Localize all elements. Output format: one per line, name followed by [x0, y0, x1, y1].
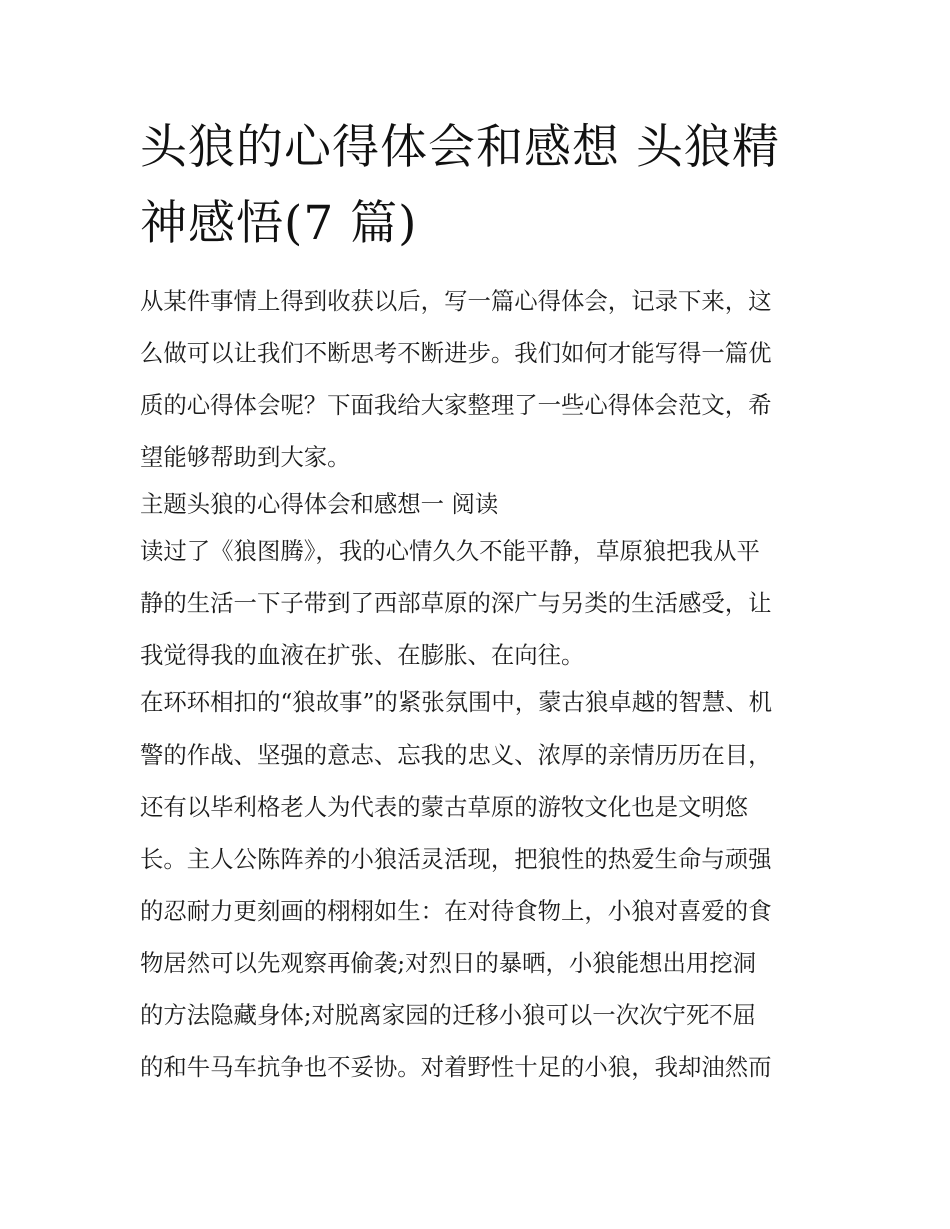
paragraph-line: 警的作战、坚强的意志、忘我的忠义、浓厚的亲情历历在目， [140, 740, 772, 769]
paragraph-line: 静的生活一下子带到了西部草原的深广与另类的生活感受，让 [140, 589, 772, 618]
paragraph-line: 我觉得我的血液在扩张、在膨胀、在向往。 [140, 641, 585, 670]
paragraph-line: 长。主人公陈阵养的小狼活灵活现，把狼性的热爱生命与顽强 [140, 844, 772, 873]
paragraph-line: 的方法隐藏身体;对脱离家园的迁移小狼可以一次次宁死不屈 [140, 1001, 757, 1030]
paragraph-line: 的忍耐力更刻画的栩栩如生：在对待食物上，小狼对喜爱的食 [140, 896, 772, 925]
title-line-2: 神感悟(7 篇) [140, 196, 418, 251]
paragraph-line: 望能够帮助到大家。 [140, 443, 351, 472]
paragraph-line: 读过了《狼图腾》，我的心情久久不能平静，草原狼把我从平 [140, 537, 760, 566]
paragraph-line: 在环环相扣的“狼故事”的紧张氛围中，蒙古狼卓越的智慧、机 [140, 688, 773, 717]
title-line-1: 头狼的心得体会和感想 头狼精 [140, 120, 780, 175]
paragraph-line: 物居然可以先观察再偷袭;对烈日的暴晒，小狼能想出用挖洞 [140, 948, 757, 977]
paragraph-line: 质的心得体会呢？下面我给大家整理了一些心得体会范文，希 [140, 391, 772, 420]
paragraph-line: 么做可以让我们不断思考不断进步。我们如何才能写得一篇优 [140, 339, 772, 368]
section-heading: 主题头狼的心得体会和感想一 阅读 [140, 490, 499, 519]
paragraph-line: 从某件事情上得到收获以后，写一篇心得体会，记录下来，这 [140, 287, 772, 315]
document-body [140, 283, 830, 1101]
paragraph-line: 还有以毕利格老人为代表的蒙古草原的游牧文化也是文明悠 [140, 792, 749, 821]
paragraph-line: 的和牛马车抗争也不妥协。对着野性十足的小狼，我却油然而 [140, 1053, 772, 1082]
document-title [140, 110, 820, 262]
